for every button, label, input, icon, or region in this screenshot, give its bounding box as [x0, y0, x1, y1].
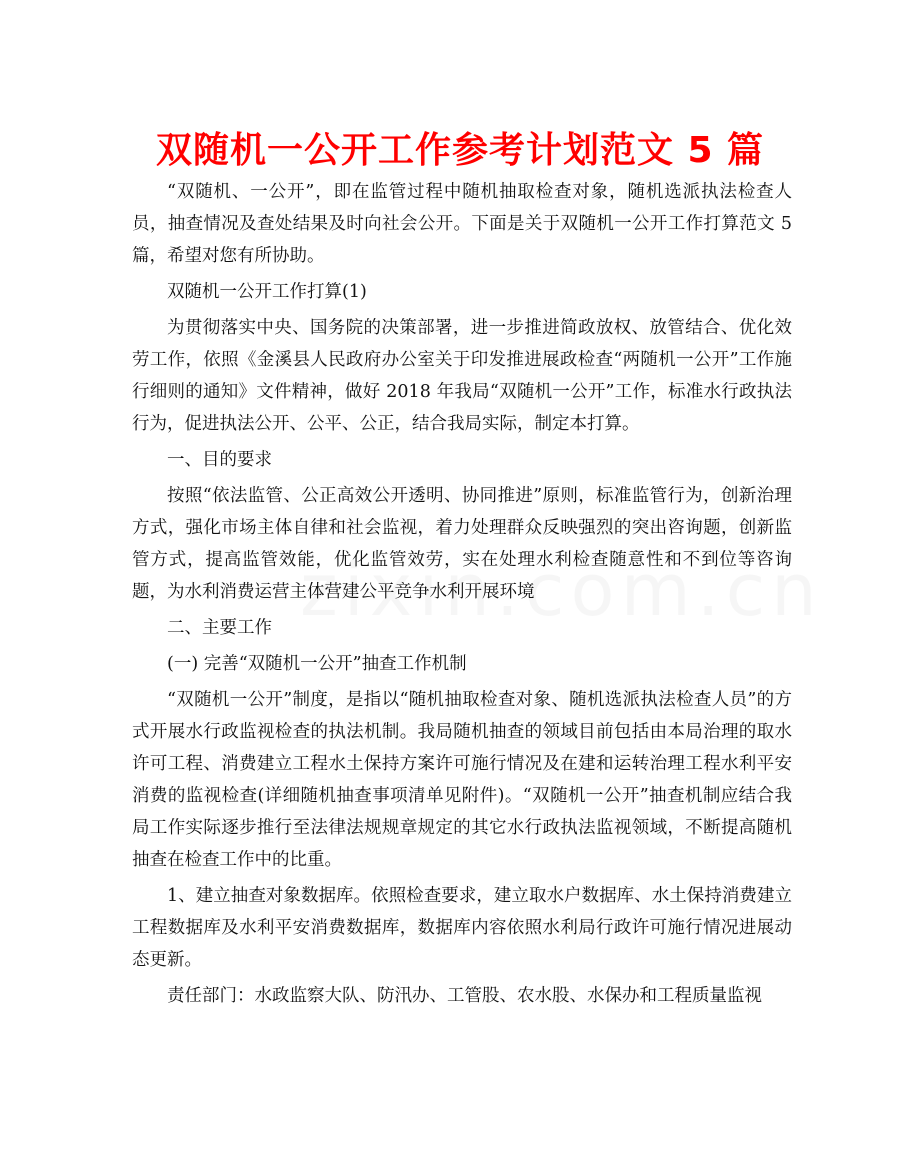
body-paragraph: 1、建立抽查对象数据库。依照检查要求，建立取水户数据库、水土保持消费建立工程数据库及水利平安消费数据库，数据库内容依照水利局行政许可施行情况进展动态更新。 [132, 886, 792, 970]
subsection-heading: (一) 完善“双随机一公开”抽查工作机制 [167, 654, 467, 674]
document-body [132, 176, 792, 1016]
document-title: 双随机一公开工作参考计划范文 5 篇 [155, 130, 765, 171]
intro-paragraph: “双随机、一公开”，即在监管过程中随机抽取检查对象，随机选派执法检查人员，抽查情况及查处结果及时向社会公开。下面是关于双随机一公开工作打算范文 5 篇，希望对您有所协助。 [132, 182, 792, 266]
body-paragraph: 为贯彻落实中央、国务院的决策部署，进一步推进简政放权、放管结合、优化效劳工作，依照《金溪县人民政府办公室关于印发推进展政检查“两随机一公开”工作施行细则的通知》文件精神，做好 2018 年我局“双随机一公开”工作，标准水行政执法行为，促进执法公开、公平、公正，结合我局实际，制定本打算。 [132, 318, 792, 434]
body-paragraph: 按照“依法监管、公正高效公开透明、协同推进”原则，标准监管行为，创新治理方式，强化市场主体自律和社会监视，着力处理群众反映强烈的突出咨询题，创新监管方式，提高监管效能，优化监管效劳，实在处理水利检查随意性和不到位等咨询题，为水利消费运营主体营建公平竞争水利开展环境 [132, 486, 792, 602]
section-heading-plan-1: 双随机一公开工作打算(1) [167, 282, 367, 302]
body-paragraph: 责任部门：水政监察大队、防汛办、工管股、农水股、水保办和工程质量监视 [167, 986, 762, 1006]
body-paragraph: “双随机一公开”制度，是指以“随机抽取检查对象、随机选派执法检查人员”的方式开展水行政监视检查的执法机制。我局随机抽查的领域目前包括由本局治理的取水许可工程、消费建立工程水土保持方案许可施行情况及在建和运转治理工程水利平安消费的监视检查(详细随机抽查事项清单见附件)。“双随机一公开”抽查机制应结合我局工作实际逐步推行至法律法规规章规定的其它水行政执法监视领域，不断提高随机抽查在检查工作中的比重。 [132, 690, 792, 870]
section-heading-objectives: 一、目的要求 [167, 450, 272, 470]
section-heading-main-work: 二、主要工作 [167, 618, 272, 638]
